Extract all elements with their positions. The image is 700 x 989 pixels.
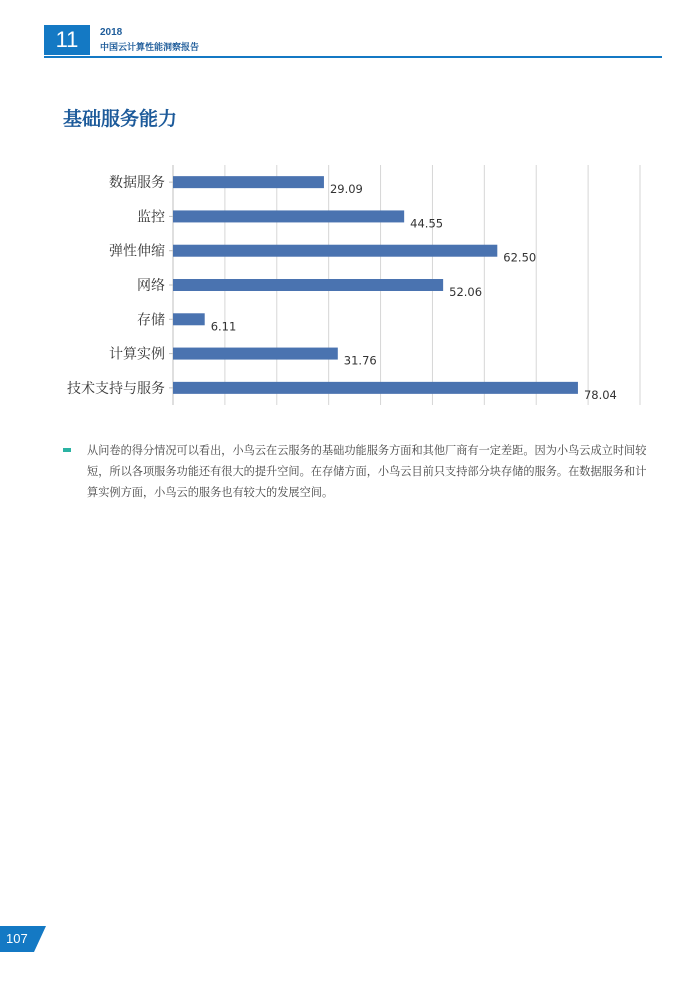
report-title: 中国云计算性能洞察报告 <box>100 43 200 53</box>
section-title: 基础服务能力 <box>63 108 178 130</box>
category-label: 技术支持与服务 <box>67 380 165 397</box>
data-label: 78.04 <box>583 387 617 402</box>
category-label: 监控 <box>137 209 165 226</box>
data-label: 52.06 <box>449 285 483 299</box>
category-label: 数据服务 <box>109 175 165 192</box>
bar <box>173 279 443 291</box>
category-label: 弹性伸缩 <box>109 243 165 260</box>
data-label: 62.50 <box>503 250 537 265</box>
data-label: 44.55 <box>410 216 444 231</box>
report-year: 2018 <box>100 27 123 38</box>
page-header <box>0 0 700 60</box>
category-label: 网络 <box>137 278 165 294</box>
bar <box>173 348 338 360</box>
bar <box>173 313 205 325</box>
bar <box>173 245 497 257</box>
bar <box>173 382 578 394</box>
header-divider <box>44 56 662 58</box>
page-number: 107 <box>6 931 28 946</box>
data-label: 29.09 <box>329 182 363 197</box>
data-label: 31.76 <box>343 353 377 368</box>
bullet-marker <box>63 448 71 452</box>
bar <box>173 210 404 222</box>
category-label: 计算实例 <box>109 346 165 363</box>
category-label: 存储 <box>137 312 165 329</box>
data-label: 6.11 <box>210 319 237 334</box>
bar <box>173 176 324 188</box>
analysis-paragraph: 从问卷的得分情况可以看出，小鸟云在云服务的基础功能服务方面和其他厂商有一定差距。因为小鸟云成立时间较短，所以各项服务功能还有很大的提升空间。在存储方面，小鸟云目前只支持部分块存储的服务。在数据服务和计算实例方面，小鸟云的服务也有较大的发展空间。 <box>87 444 647 499</box>
chapter-number: 11 <box>44 25 90 55</box>
bar-chart <box>0 160 700 410</box>
